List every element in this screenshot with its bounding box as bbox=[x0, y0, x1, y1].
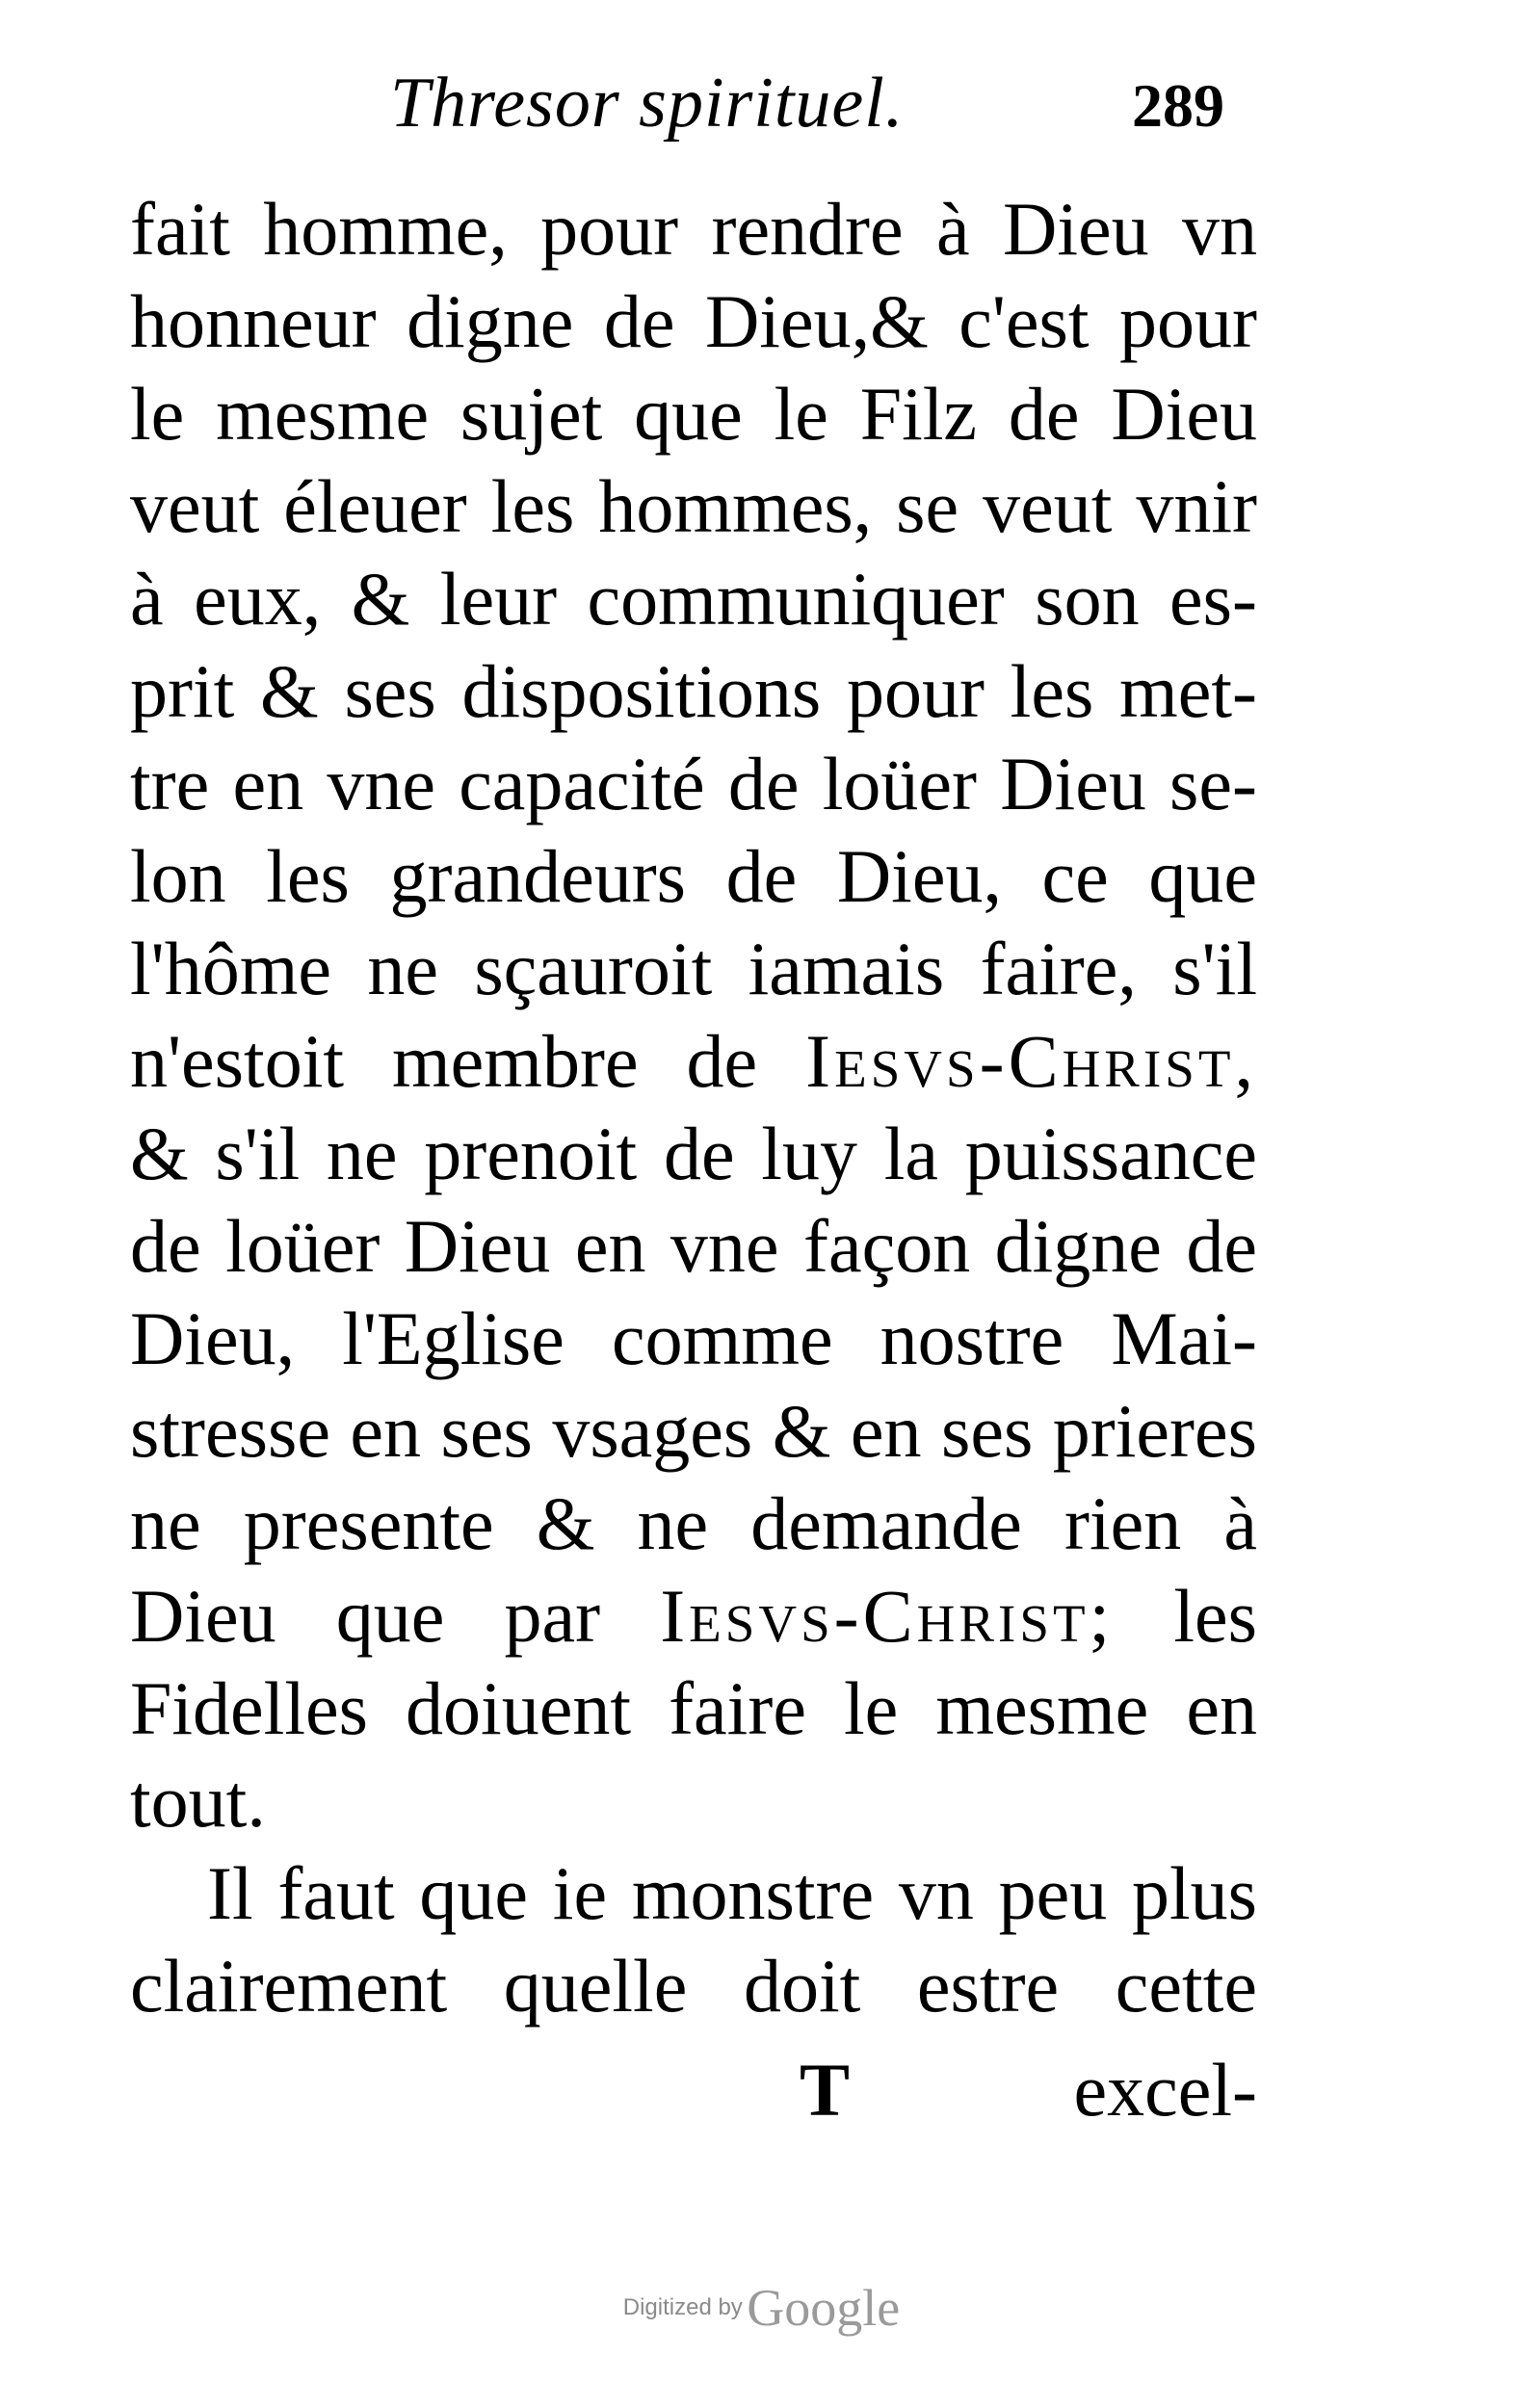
text-line-15: ne presente & ne demande rien à bbox=[130, 1481, 1257, 1565]
text-line-3: le mesme sujet que le Filz de Dieu bbox=[130, 372, 1257, 456]
text-line-2: honneur digne de Dieu,& c'est pour bbox=[130, 279, 1257, 363]
text-line-19: Il faut que ie monstre vn peu plus bbox=[207, 1851, 1257, 1935]
text-line-18: tout. bbox=[130, 1759, 266, 1843]
text-line-12: de loüer Dieu en vne façon digne de bbox=[130, 1204, 1257, 1288]
digitization-watermark bbox=[0, 2278, 1523, 2338]
page-footer bbox=[130, 2047, 1257, 2143]
text-line-4: veut éleuer les hommes, se veut vnir bbox=[130, 464, 1257, 548]
google-logo: Google bbox=[747, 2279, 901, 2337]
running-title: Thresor spirituel. bbox=[390, 64, 905, 143]
text-line-8: lon les grandeurs de Dieu, ce que bbox=[130, 834, 1257, 918]
text-line-14: stresse en ses vsages & en ses prieres bbox=[130, 1389, 1257, 1473]
text-line-20: clairement quelle doit estre cette bbox=[130, 1944, 1257, 2028]
signature-mark: T bbox=[800, 2048, 851, 2132]
text-line-6: prit & ses dispositions pour les met- bbox=[130, 649, 1257, 733]
text-line-10 bbox=[130, 1015, 1257, 1108]
catchword: excel- bbox=[1073, 2048, 1257, 2132]
text-line-7: tre en vne capacité de loüer Dieu se- bbox=[130, 742, 1257, 825]
text-line-5: à eux, & leur communiquer son es- bbox=[130, 557, 1257, 641]
text-line-16 bbox=[130, 1570, 1257, 1662]
text-line-11: & s'il ne prenoit de luy la puissance bbox=[130, 1112, 1257, 1195]
text-line-10-start: n'estoit membre de bbox=[130, 1019, 758, 1103]
text-line-1: fait homme, pour rendre à Dieu vn bbox=[130, 187, 1257, 271]
text-line-16-end: les bbox=[1173, 1574, 1258, 1658]
jesus-christ-name: Iesvs-Christ, bbox=[805, 1019, 1257, 1103]
digitized-by-label: Digitized by bbox=[622, 2294, 743, 2320]
text-line-17: Fidelles doiuent faire le mesme en bbox=[130, 1666, 1257, 1750]
jesus-christ-name-2: Iesvs-Christ; bbox=[660, 1574, 1115, 1658]
body-text bbox=[130, 183, 1257, 2032]
text-line-9: l'hôme ne sçauroit iamais faire, s'il bbox=[130, 927, 1257, 1010]
page-number: 289 bbox=[1132, 71, 1224, 140]
text-line-16-start: Dieu que par bbox=[130, 1574, 601, 1658]
text-line-13: Dieu, l'Eglise comme nostre Mai- bbox=[130, 1296, 1257, 1380]
